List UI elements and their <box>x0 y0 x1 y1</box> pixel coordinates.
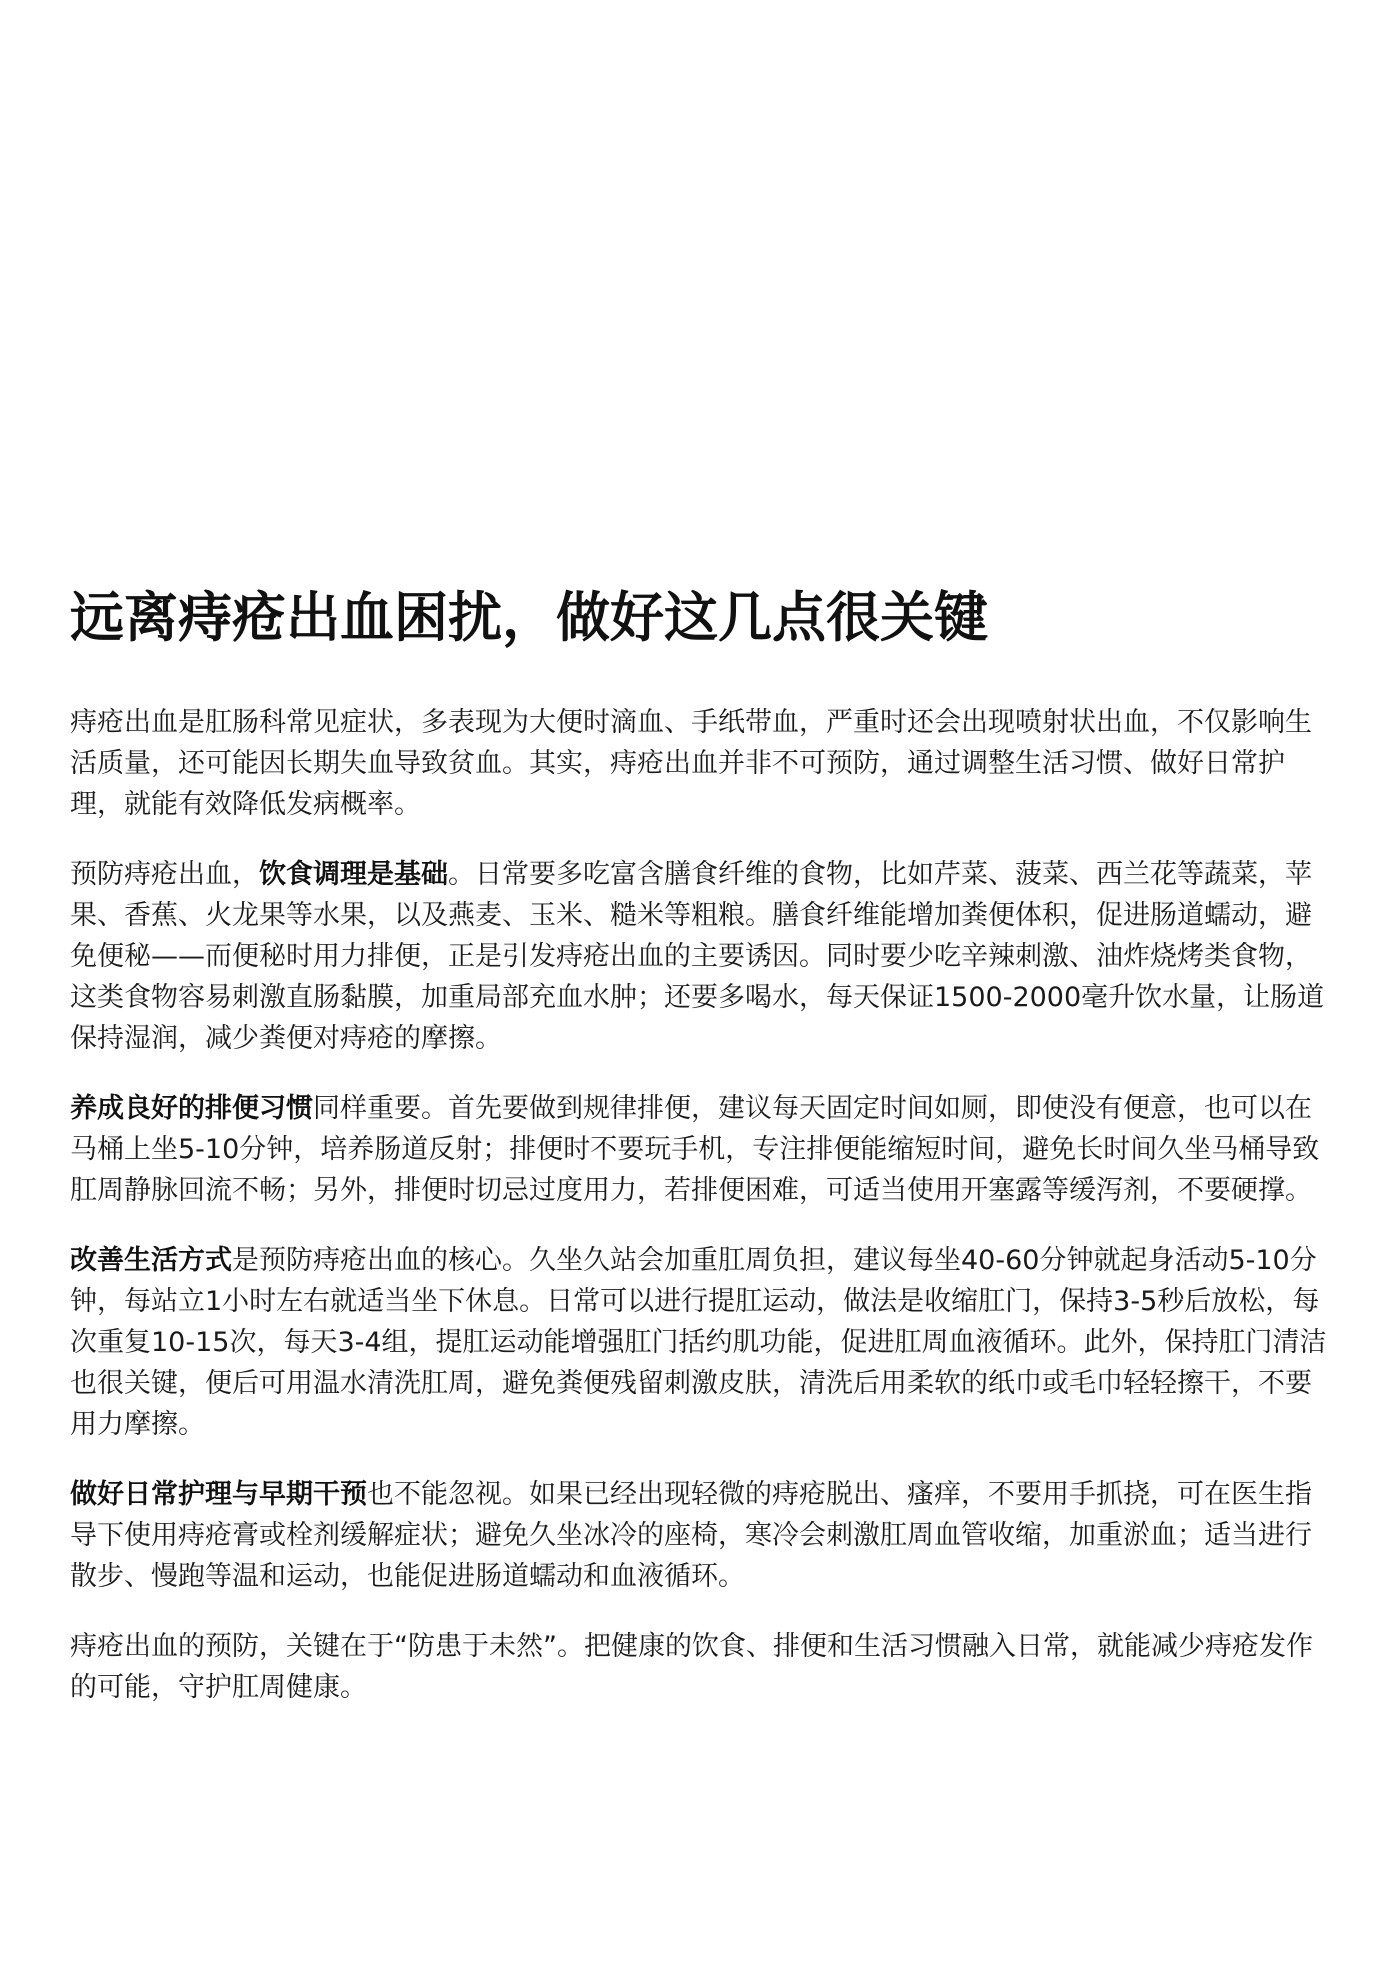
paragraph-lead: 改善生活方式 <box>70 1245 232 1276</box>
article <box>70 578 1332 1737</box>
paragraph-text: 也不能忽视。如果已经出现轻微的痔疮脱出、瘙痒，不要用手抓挠，可在医生指导下使用痔疮膏或栓剂缓解症状；避免久坐冰冷的座椅，寒冷会刺激肛周血管收缩，加重淤血；适当进行散步、慢跑等温和运动，也能促进肠道蠕动和血液循环。 <box>70 1479 1312 1592</box>
paragraph-diet <box>70 854 1332 1059</box>
paragraph-text: 同样重要。首先要做到规律排便，建议每天固定时间如厕，即使没有便意，也可以在马桶上坐5-10分钟，培养肠道反射；排便时不要玩手机，专注排便能缩短时间，避免长时间久坐马桶导致肛周静脉回流不畅；另外，排便时切忌过度用力，若排便困难，可适当使用开塞露等缓泻剂，不要硬撑。 <box>70 1093 1320 1206</box>
paragraph-text: 痔疮出血的预防，关键在于“防患于未然”。把健康的饮食、排便和生活习惯融入日常，就能减少痔疮发作的可能，守护肛周健康。 <box>70 1631 1313 1703</box>
paragraph-bowel-habits <box>70 1088 1332 1211</box>
paragraph-text: 痔疮出血是肛肠科常见症状，多表现为大便时滴血、手纸带血，严重时还会出现喷射状出血，不仅影响生活质量，还可能因长期失血导致贫血。其实，痔疮出血并非不可预防，通过调整生活习惯、做好日常护理，就能有效降低发病概率。 <box>70 707 1312 820</box>
paragraph-text: 。日常要多吃富含膳食纤维的食物，比如芹菜、菠菜、西兰花等蔬菜，苹果、香蕉、火龙果等水果，以及燕麦、玉米、糙米等粗粮。膳食纤维能增加粪便体积，促进肠道蠕动，避免便秘——而便秘时用力排便，正是引发痔疮出血的主要诱因。同时要少吃辛辣刺激、油炸烧烤类食物，这类食物容易刺激直肠黏膜，加重局部充血水肿；还要多喝水，每天保证1500-2000毫升饮水量，让肠道保持湿润，减少粪便对痔疮的摩擦。 <box>70 859 1325 1054</box>
paragraph-lead: 养成良好的排便习惯 <box>70 1093 313 1124</box>
paragraph-text: 是预防痔疮出血的核心。久坐久站会加重肛周负担，建议每坐40-60分钟就起身活动5-10分钟，每站立1小时左右就适当坐下休息。日常可以进行提肛运动，做法是收缩肛门，保持3-5秒后放松，每次重复10-15次，每天3-4组，提肛运动能增强肛门括约肌功能，促进肛周血液循环。此外，保持肛门清洁也很关键，便后可用温水清洗肛周，避免粪便残留刺激皮肤，清洗后用柔软的纸巾或毛巾轻轻擦干，不要用力摩擦。 <box>70 1245 1327 1440</box>
paragraph-prefix: 预防痔疮出血， <box>70 859 259 890</box>
paragraph-intro <box>70 702 1332 825</box>
paragraph-lifestyle <box>70 1240 1332 1445</box>
paragraph-conclusion <box>70 1626 1332 1708</box>
paragraph-lead: 饮食调理是基础 <box>259 859 448 890</box>
paragraph-lead: 做好日常护理与早期干预 <box>70 1479 367 1510</box>
paragraph-daily-care <box>70 1474 1332 1597</box>
article-title: 远离痔疮出血困扰，做好这几点很关键 <box>70 586 988 649</box>
